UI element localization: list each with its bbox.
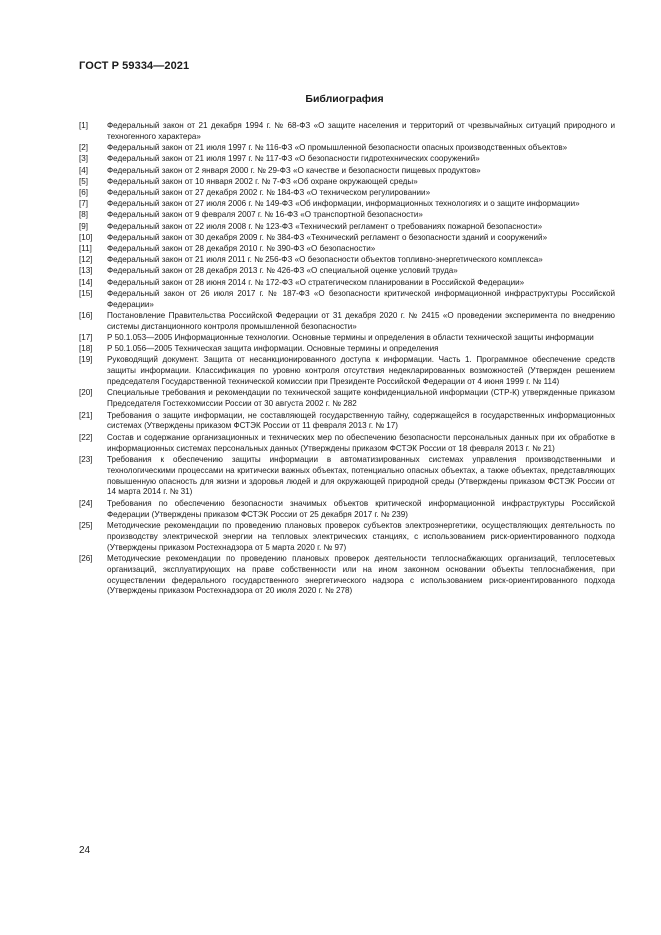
bibliography-item: [79, 177, 615, 188]
document-header: ГОСТ Р 59334—2021: [79, 60, 190, 72]
item-text: Федеральный закон от 9 февраля 2007 г. № 16-ФЗ «О транспортной безопасности»: [107, 210, 423, 220]
item-number: [11]: [79, 243, 92, 253]
item-number: [8]: [79, 210, 88, 220]
bibliography-item: [79, 244, 615, 255]
item-text: Требования к обеспечению защиты информации в автоматизированных системах управления производственными и технологическими процессами на критически важных объектах, потенциально опасных объектах, а также объектах, представляющих повышенную опасность для жизни и здоровья людей и для окружающей природной среды (Утверждены приказом ФСТЭК России от 14 марта 2014 г. № 31): [107, 454, 615, 497]
item-text: Р 50.1.056—2005 Техническая защита информации. Основные термины и определения: [107, 344, 439, 354]
item-number: [13]: [79, 266, 93, 276]
bibliography-item: [79, 311, 615, 333]
item-number: [16]: [79, 310, 93, 320]
item-number: [17]: [79, 332, 93, 342]
bibliography-item: [79, 355, 615, 388]
page-title: Библиография: [305, 93, 384, 105]
bibliography-item: [79, 388, 615, 410]
bibliography-item: [79, 143, 615, 154]
item-number: [10]: [79, 232, 93, 242]
item-text: Федеральный закон от 2 января 2000 г. № 29-ФЗ «О качестве и безопасности пищевых продуктов»: [107, 165, 481, 175]
item-text: Постановление Правительства Российской Федерации от 31 декабря 2020 г. № 2415 «О проведении эксперимента по внедрению системы дистанционного контроля промышленной безопасности»: [107, 310, 615, 331]
item-number: [19]: [79, 355, 93, 365]
bibliography-item: [79, 499, 615, 521]
item-text: Методические рекомендации по проведению плановых проверок субъектов электроэнергетики, осуществляющих деятельность по производству электрической энергии на тепловых электрических станциях, с использованием риск-ориентированного подхода (Утверждены приказом Ростехнадзора от 5 марта 2020 г. № 97): [107, 520, 615, 552]
item-number: [4]: [79, 165, 88, 175]
item-number: [7]: [79, 199, 88, 209]
bibliography-item: [79, 411, 615, 433]
item-text: Федеральный закон от 28 декабря 2010 г. № 390-ФЗ «О безопасности»: [107, 243, 376, 253]
item-text: Федеральный закон от 22 июля 2008 г. № 123-ФЗ «Технический регламент о требованиях пожарной безопасности»: [107, 221, 543, 231]
bibliography-item: [79, 255, 615, 266]
item-text: Федеральный закон от 21 июля 1997 г. № 117-ФЗ «О безопасности гидротехнических сооружений»: [107, 154, 480, 164]
bibliography-item: [79, 554, 615, 598]
item-text: Федеральный закон от 28 июня 2014 г. № 172-ФЗ «О стратегическом планировании в Российской Федерации»: [107, 277, 525, 287]
bibliography-item: [79, 121, 615, 143]
bibliography-list: [79, 121, 615, 598]
item-number: [22]: [79, 432, 93, 442]
item-text: Федеральный закон от 21 декабря 1994 г. № 68-ФЗ «О защите населения и территорий от чрезвычайных ситуаций природного и техногенного характера»: [107, 121, 615, 141]
bibliography-item: [79, 199, 615, 210]
item-text: Требования по обеспечению безопасности значимых объектов критической информационной инфраструктуры Российской Федерации (Утверждены приказом ФСТЭК России от 25 декабря 2017 г. № 239): [107, 498, 615, 519]
item-text: Методические рекомендации по проведению плановых проверок деятельности теплоснабжающих организаций, теплосетевых организаций, эксплуатирующих на праве собственности или на ином законном основании объекты теплоснабжения, при осуществлении федерального государственного энергетического надзора с использованием риск-ориентированного подхода (Утверждены приказом Ростехнадзора от 20 июля 2020 г. № 278): [107, 553, 615, 596]
item-text: Федеральный закон от 30 декабря 2009 г. № 384-ФЗ «Технический регламент о безопасности зданий и сооружений»: [107, 232, 548, 242]
page-number: 24: [79, 845, 91, 856]
bibliography-item: [79, 233, 615, 244]
bibliography-item: [79, 278, 615, 289]
item-number: [20]: [79, 388, 93, 398]
item-text: Специальные требования и рекомендации по технической защите конфиденциальной информации (СТР-К) утвержденные приказом Председателя Гостехкомиссии России от 30 августа 2002 г. № 282: [107, 388, 615, 409]
item-number: [9]: [79, 221, 88, 231]
item-number: [15]: [79, 288, 93, 298]
bibliography-item: [79, 266, 615, 277]
bibliography-item: [79, 289, 615, 311]
item-text: Федеральный закон от 26 июля 2017 г. № 187-ФЗ «О безопасности критической информационной инфраструктуры Российской Федерации»: [107, 288, 615, 309]
item-text: Требования о защите информации, не составляющей государственную тайну, содержащейся в государственных информационных системах (Утверждены приказом ФСТЭК России от 11 февраля 2013 г. № 17): [107, 410, 615, 431]
item-text: Состав и содержание организационных и технических мер по обеспечению безопасности персональных данных при их обработке в информационных системах персональных данных (Утверждены приказом ФСТЭК России от 18 февраля 2013 г. № 21): [107, 432, 615, 453]
item-text: Федеральный закон от 27 декабря 2002 г. № 184-ФЗ «О техническом регулировании»: [107, 187, 431, 197]
item-number: [21]: [79, 410, 93, 420]
item-number: [6]: [79, 187, 88, 197]
item-number: [24]: [79, 498, 93, 508]
bibliography-item: [79, 333, 615, 344]
bibliography-item: [79, 222, 615, 233]
item-number: [26]: [79, 553, 93, 563]
item-number: [25]: [79, 520, 93, 530]
item-text: Федеральный закон от 21 июля 1997 г. № 116-ФЗ «О промышленной безопасности опасных производственных объектов»: [107, 143, 568, 153]
bibliography-item: [79, 433, 615, 455]
bibliography-item: [79, 188, 615, 199]
item-number: [2]: [79, 143, 88, 153]
item-number: [12]: [79, 255, 93, 265]
item-number: [1]: [79, 121, 88, 130]
bibliography-item: [79, 166, 615, 177]
item-number: [3]: [79, 154, 88, 164]
item-number: [18]: [79, 344, 93, 354]
bibliography-item: [79, 344, 615, 355]
item-number: [14]: [79, 277, 93, 287]
item-text: Федеральный закон от 28 декабря 2013 г. № 426-ФЗ «О специальной оценке условий труда»: [107, 266, 458, 276]
item-text: Федеральный закон от 27 июля 2006 г. № 149-ФЗ «Об информации, информационных технологиях и о защите информации»: [107, 199, 580, 209]
item-text: Федеральный закон от 21 июля 2011 г. № 256-ФЗ «О безопасности объектов топливно-энергетического комплекса»: [107, 255, 543, 265]
bibliography-item: [79, 521, 615, 554]
bibliography-item: [79, 210, 615, 221]
bibliography-item: [79, 154, 615, 165]
item-text: Руководящий документ. Защита от несанкционированного доступа к информации. Часть 1. Программное обеспечение средств защиты информации. Классификация по уровню контроля отсутствия недекларированных возможностей (Утвержден решением председателя Государственной технической комиссии при Президенте Российской Федерации от 4 июня 1999 г. № 114): [107, 355, 615, 387]
bibliography-item: [79, 455, 615, 499]
item-text: Р 50.1.053—2005 Информационные технологии. Основные термины и определения в области технической защиты информации: [107, 332, 594, 342]
item-number: [5]: [79, 176, 88, 186]
item-number: [23]: [79, 454, 93, 464]
item-text: Федеральный закон от 10 января 2002 г. № 7-ФЗ «Об охране окружающей среды»: [107, 176, 418, 186]
